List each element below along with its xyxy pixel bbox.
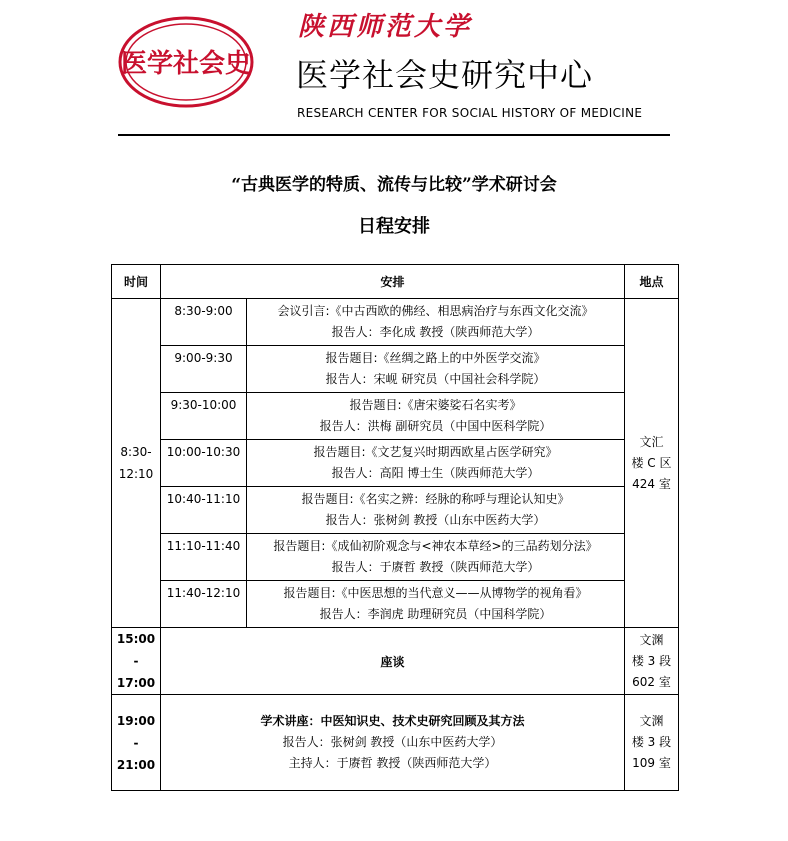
location-line: 文汇: [639, 434, 664, 449]
location-line: 424 室: [632, 476, 671, 491]
lecture-title: 学术讲座：中医知识史、技术史研究回顾及其方法: [260, 714, 525, 728]
location-line: 文渊: [639, 632, 664, 647]
lecture-details: [161, 695, 625, 791]
session-slot: 9:00-9:30: [161, 346, 247, 393]
session-talk: [247, 534, 625, 581]
session-list: [161, 299, 624, 627]
forum-location: [625, 628, 679, 695]
header-divider: [118, 134, 670, 136]
location-line: 楼 C 区: [631, 455, 672, 470]
location-line: 109 室: [632, 756, 671, 770]
forum-label: 座谈: [161, 628, 625, 695]
session-slot: 10:00-10:30: [161, 440, 247, 487]
time-line: 21:00: [116, 757, 156, 772]
morning-location: [625, 299, 679, 628]
svg-text:医学社会史: 医学社会史: [120, 49, 252, 79]
session-talk: [247, 299, 625, 346]
morning-time-start: 8:30-: [120, 445, 152, 459]
session-slot: 11:40-12:10: [161, 581, 247, 628]
session-topic: 报告题目:《唐宋婆娑石名实考》: [349, 398, 522, 412]
session-topic: 报告题目:《丝绸之路上的中外医学交流》: [325, 351, 546, 365]
time-line: 17:00: [116, 676, 156, 690]
session-speaker: 报告人：李化成 教授（陕西师范大学）: [331, 325, 540, 339]
morning-sessions: [161, 299, 625, 628]
table-row: [161, 581, 624, 628]
schedule-table: [111, 264, 679, 791]
location-line: 楼 3 段: [631, 735, 672, 749]
lecture-row: [112, 695, 679, 791]
session-speaker: 报告人：李润虎 助理研究员（中国科学院）: [319, 607, 552, 621]
session-speaker: 报告人：张树剑 教授（山东中医药大学）: [325, 513, 546, 527]
session-talk: [247, 440, 625, 487]
document-subtitle: 日程安排: [358, 216, 430, 237]
session-talk: [247, 487, 625, 534]
lecture-host: 主持人：于赓哲 教授（陕西师范大学）: [288, 756, 497, 770]
table-row: [161, 534, 624, 581]
document-title: “古典医学的特质、流传与比较”学术研讨会: [231, 175, 557, 195]
location-line: 楼 3 段: [631, 653, 672, 668]
session-speaker: 报告人：宋岘 研究员（中国社会科学院）: [325, 372, 546, 386]
table-row: [161, 487, 624, 534]
forum-row: [112, 628, 679, 695]
session-slot: 11:10-11:40: [161, 534, 247, 581]
table-row: [161, 393, 624, 440]
session-slot: 8:30-9:00: [161, 299, 247, 346]
time-line: -: [133, 735, 139, 750]
session-slot: 9:30-10:00: [161, 393, 247, 440]
morning-time: [112, 299, 161, 628]
session-topic: 报告题目:《名实之辨：经脉的称呼与理论认知史》: [301, 492, 570, 506]
session-talk: [247, 346, 625, 393]
lecture-location: [625, 695, 679, 791]
session-speaker: 报告人：高阳 博士生（陕西师范大学）: [331, 466, 540, 480]
location-line: 文渊: [639, 714, 664, 728]
center-name: 医学社会史研究中心: [296, 56, 594, 94]
morning-time-end: 12:10: [118, 467, 154, 481]
session-topic: 报告题目:《成仙初阶观念与<神农本草经>的三品药划分法》: [273, 539, 598, 553]
time-line: 19:00: [116, 713, 156, 728]
session-topic: 会议引言:《中古西欧的佛经、相思病治疗与东西文化交流》: [277, 304, 594, 318]
location-line: 602 室: [632, 674, 671, 689]
session-speaker: 报告人：于赓哲 教授（陕西师范大学）: [331, 560, 540, 574]
header-time: 时间: [112, 265, 161, 299]
table-row: [161, 440, 624, 487]
lecture-time: [112, 695, 161, 791]
table-header-row: [112, 265, 679, 299]
header-location: 地点: [625, 265, 679, 299]
table-row: [161, 346, 624, 393]
lecture-speaker: 报告人：张树剑 教授（山东中医药大学）: [282, 735, 503, 749]
header-arrangement: 安排: [161, 265, 625, 299]
session-talk: [247, 393, 625, 440]
session-talk: [247, 581, 625, 628]
time-line: 15:00: [116, 632, 156, 646]
time-line: -: [133, 654, 139, 668]
morning-row: [112, 299, 679, 628]
session-topic: 报告题目:《中医思想的当代意义——从博物学的视角看》: [283, 586, 588, 600]
university-name: 陕西师范大学: [298, 12, 473, 42]
session-topic: 报告题目:《文艺复兴时期西欧星占医学研究》: [313, 445, 558, 459]
center-english-name: RESEARCH CENTER FOR SOCIAL HISTORY OF MEDICINE: [297, 106, 643, 120]
table-row: [161, 299, 624, 346]
session-speaker: 报告人：洪梅 副研究员（中国中医科学院）: [319, 419, 552, 433]
seal-logo: [116, 14, 256, 110]
forum-time: [112, 628, 161, 695]
session-slot: 10:40-11:10: [161, 487, 247, 534]
